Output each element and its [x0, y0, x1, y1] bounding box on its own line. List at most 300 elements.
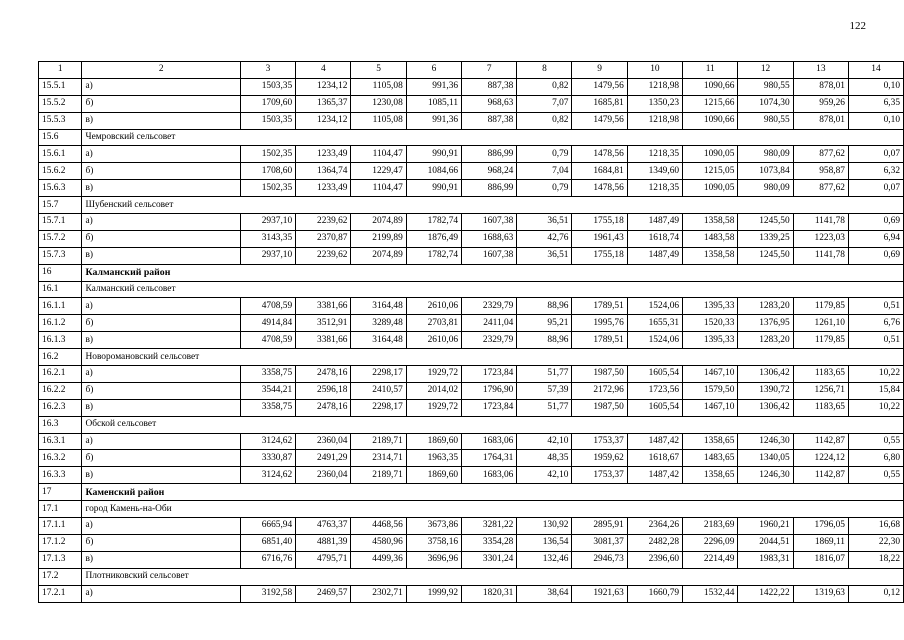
- row-code: 15.7.2: [39, 230, 82, 247]
- cell-col-14: 0,55: [848, 433, 903, 450]
- row-code: 15.7.1: [39, 214, 82, 231]
- row-variant: б): [82, 450, 240, 467]
- row-code: 15.7.3: [39, 247, 82, 264]
- cell-col-8: 88,96: [517, 332, 572, 349]
- column-header-2: 2: [82, 62, 240, 79]
- cell-col-9: 1478,56: [572, 146, 627, 163]
- row-code: 17.1.1: [39, 518, 82, 535]
- cell-col-10: 1487,49: [627, 214, 682, 231]
- row-code: 16.3.2: [39, 450, 82, 467]
- row-title: Чемровский сельсовет: [82, 129, 904, 146]
- row-code: 15.7: [39, 197, 82, 214]
- cell-col-10: 1350,23: [627, 95, 682, 112]
- section-row: [39, 264, 904, 281]
- cell-col-13: 1261,10: [793, 315, 848, 332]
- cell-col-10: 1660,79: [627, 585, 682, 602]
- column-header-12: 12: [738, 62, 793, 79]
- cell-col-14: 0,69: [848, 247, 903, 264]
- cell-col-9: 1479,56: [572, 78, 627, 95]
- cell-col-9: 1987,50: [572, 366, 627, 383]
- cell-col-8: 0,79: [517, 146, 572, 163]
- cell-col-12: 1339,25: [738, 230, 793, 247]
- cell-col-6: 3758,16: [406, 534, 461, 551]
- row-variant: а): [82, 518, 240, 535]
- cell-col-8: 42,76: [517, 230, 572, 247]
- cell-col-7: 2411,04: [462, 315, 517, 332]
- row-title: Каменский район: [82, 484, 904, 501]
- cell-col-4: 2478,16: [296, 399, 351, 416]
- cell-col-5: 4580,96: [351, 534, 406, 551]
- cell-col-7: 1683,06: [462, 433, 517, 450]
- cell-col-11: 1090,66: [683, 78, 738, 95]
- table-row: [39, 112, 904, 129]
- cell-col-13: 1224,12: [793, 450, 848, 467]
- row-code: 15.6.3: [39, 180, 82, 197]
- cell-col-8: 51,77: [517, 399, 572, 416]
- cell-col-3: 2937,10: [240, 247, 295, 264]
- row-code: 15.6: [39, 129, 82, 146]
- cell-col-6: 991,36: [406, 112, 461, 129]
- cell-col-3: 1502,35: [240, 180, 295, 197]
- cell-col-10: 1524,06: [627, 332, 682, 349]
- cell-col-3: 1709,60: [240, 95, 295, 112]
- column-header-7: 7: [462, 62, 517, 79]
- cell-col-12: 980,55: [738, 112, 793, 129]
- cell-col-9: 2946,73: [572, 551, 627, 568]
- row-variant: в): [82, 247, 240, 264]
- cell-col-3: 3124,62: [240, 433, 295, 450]
- cell-col-4: 2360,04: [296, 467, 351, 484]
- cell-col-11: 1520,33: [683, 315, 738, 332]
- row-code: 17: [39, 484, 82, 501]
- cell-col-12: 1246,30: [738, 433, 793, 450]
- cell-col-8: 95,21: [517, 315, 572, 332]
- cell-col-13: 1223,03: [793, 230, 848, 247]
- cell-col-10: 1218,98: [627, 78, 682, 95]
- cell-col-12: 1283,20: [738, 298, 793, 315]
- row-title: Новоромановский сельсовет: [82, 349, 904, 366]
- cell-col-9: 1789,51: [572, 298, 627, 315]
- table-row: [39, 585, 904, 602]
- row-code: 15.5.1: [39, 78, 82, 95]
- cell-col-13: 878,01: [793, 78, 848, 95]
- cell-col-9: 1479,56: [572, 112, 627, 129]
- cell-col-14: 6,32: [848, 163, 903, 180]
- cell-col-8: 7,04: [517, 163, 572, 180]
- cell-col-13: 878,01: [793, 112, 848, 129]
- row-variant: а): [82, 585, 240, 602]
- cell-col-5: 2302,71: [351, 585, 406, 602]
- cell-col-5: 2189,71: [351, 467, 406, 484]
- cell-col-7: 1723,84: [462, 399, 517, 416]
- cell-col-11: 1215,66: [683, 95, 738, 112]
- cell-col-13: 1179,85: [793, 332, 848, 349]
- cell-col-13: 1816,07: [793, 551, 848, 568]
- cell-col-14: 0,55: [848, 467, 903, 484]
- cell-col-3: 3330,87: [240, 450, 295, 467]
- cell-col-4: 4795,71: [296, 551, 351, 568]
- cell-col-12: 1376,95: [738, 315, 793, 332]
- row-code: 17.1.2: [39, 534, 82, 551]
- cell-col-5: 4499,36: [351, 551, 406, 568]
- row-variant: а): [82, 78, 240, 95]
- cell-col-11: 1358,65: [683, 467, 738, 484]
- cell-col-12: 980,55: [738, 78, 793, 95]
- cell-col-9: 1755,18: [572, 247, 627, 264]
- cell-col-14: 10,22: [848, 366, 903, 383]
- cell-col-10: 1218,98: [627, 112, 682, 129]
- row-title: Шубенский сельсовет: [82, 197, 904, 214]
- tariff-table: [38, 61, 904, 603]
- cell-col-4: 4763,37: [296, 518, 351, 535]
- cell-col-8: 7,07: [517, 95, 572, 112]
- cell-col-12: 1983,31: [738, 551, 793, 568]
- cell-col-14: 0,69: [848, 214, 903, 231]
- cell-col-14: 0,10: [848, 78, 903, 95]
- cell-col-12: 2044,51: [738, 534, 793, 551]
- row-title: Калманский район: [82, 264, 904, 281]
- cell-col-3: 3544,21: [240, 382, 295, 399]
- table-row: [39, 230, 904, 247]
- cell-col-7: 1683,06: [462, 467, 517, 484]
- cell-col-12: 1283,20: [738, 332, 793, 349]
- cell-col-9: 1684,81: [572, 163, 627, 180]
- cell-col-6: 1963,35: [406, 450, 461, 467]
- cell-col-6: 2014,02: [406, 382, 461, 399]
- group-row: [39, 129, 904, 146]
- table-row: [39, 467, 904, 484]
- cell-col-5: 2298,17: [351, 399, 406, 416]
- cell-col-11: 1467,10: [683, 399, 738, 416]
- cell-col-9: 1753,37: [572, 433, 627, 450]
- cell-col-3: 1503,35: [240, 78, 295, 95]
- cell-col-9: 1995,76: [572, 315, 627, 332]
- cell-col-3: 3124,62: [240, 467, 295, 484]
- cell-col-8: 0,82: [517, 78, 572, 95]
- cell-col-3: 3358,75: [240, 366, 295, 383]
- row-code: 16.3.1: [39, 433, 82, 450]
- cell-col-7: 3354,28: [462, 534, 517, 551]
- cell-col-10: 2482,28: [627, 534, 682, 551]
- table-row: [39, 146, 904, 163]
- cell-col-5: 3164,48: [351, 332, 406, 349]
- cell-col-5: 3164,48: [351, 298, 406, 315]
- cell-col-12: 1073,84: [738, 163, 793, 180]
- cell-col-4: 3381,66: [296, 298, 351, 315]
- cell-col-10: 1487,49: [627, 247, 682, 264]
- cell-col-5: 1229,47: [351, 163, 406, 180]
- header-row: [39, 62, 904, 79]
- cell-col-8: 36,51: [517, 247, 572, 264]
- cell-col-8: 0,82: [517, 112, 572, 129]
- cell-col-11: 1090,05: [683, 180, 738, 197]
- cell-col-14: 6,76: [848, 315, 903, 332]
- cell-col-5: 1104,47: [351, 180, 406, 197]
- table-row: [39, 382, 904, 399]
- cell-col-4: 4881,39: [296, 534, 351, 551]
- cell-col-14: 10,22: [848, 399, 903, 416]
- column-header-9: 9: [572, 62, 627, 79]
- table-row: [39, 366, 904, 383]
- cell-col-3: 4914,84: [240, 315, 295, 332]
- row-title: Обской сельсовет: [82, 416, 904, 433]
- cell-col-10: 2364,26: [627, 518, 682, 535]
- cell-col-8: 130,92: [517, 518, 572, 535]
- cell-col-8: 136,54: [517, 534, 572, 551]
- cell-col-12: 1306,42: [738, 366, 793, 383]
- row-code: 17.2: [39, 568, 82, 585]
- cell-col-11: 1395,33: [683, 332, 738, 349]
- table-row: [39, 163, 904, 180]
- cell-col-12: 1246,30: [738, 467, 793, 484]
- cell-col-5: 1105,08: [351, 112, 406, 129]
- cell-col-6: 1929,72: [406, 366, 461, 383]
- cell-col-10: 1218,35: [627, 180, 682, 197]
- row-title: город Камень-на-Оби: [82, 501, 904, 518]
- column-header-5: 5: [351, 62, 406, 79]
- column-number-header: [39, 62, 904, 79]
- cell-col-4: 2370,87: [296, 230, 351, 247]
- cell-col-14: 18,22: [848, 551, 903, 568]
- cell-col-3: 2937,10: [240, 214, 295, 231]
- group-row: [39, 349, 904, 366]
- cell-col-3: 6716,76: [240, 551, 295, 568]
- group-row: [39, 281, 904, 298]
- cell-col-7: 1723,84: [462, 366, 517, 383]
- cell-col-6: 1999,92: [406, 585, 461, 602]
- cell-col-6: 990,91: [406, 146, 461, 163]
- cell-col-9: 3081,37: [572, 534, 627, 551]
- cell-col-7: 1688,63: [462, 230, 517, 247]
- column-header-10: 10: [627, 62, 682, 79]
- column-header-14: 14: [848, 62, 903, 79]
- cell-col-11: 1090,66: [683, 112, 738, 129]
- cell-col-9: 1478,56: [572, 180, 627, 197]
- cell-col-13: 1179,85: [793, 298, 848, 315]
- table-row: [39, 78, 904, 95]
- cell-col-3: 6665,94: [240, 518, 295, 535]
- cell-col-10: 1218,35: [627, 146, 682, 163]
- cell-col-5: 2074,89: [351, 247, 406, 264]
- cell-col-5: 2189,71: [351, 433, 406, 450]
- cell-col-10: 1618,74: [627, 230, 682, 247]
- cell-col-7: 2329,79: [462, 298, 517, 315]
- cell-col-10: 1605,54: [627, 399, 682, 416]
- column-header-6: 6: [406, 62, 461, 79]
- row-code: 16.1.3: [39, 332, 82, 349]
- cell-col-8: 0,79: [517, 180, 572, 197]
- cell-col-6: 2703,81: [406, 315, 461, 332]
- table-row: [39, 534, 904, 551]
- row-code: 16.1: [39, 281, 82, 298]
- cell-col-6: 3696,96: [406, 551, 461, 568]
- cell-col-6: 1869,60: [406, 433, 461, 450]
- cell-col-4: 2491,29: [296, 450, 351, 467]
- cell-col-9: 1753,37: [572, 467, 627, 484]
- cell-col-3: 1503,35: [240, 112, 295, 129]
- cell-col-5: 2074,89: [351, 214, 406, 231]
- table-row: [39, 95, 904, 112]
- cell-col-4: 1234,12: [296, 112, 351, 129]
- cell-col-6: 1782,74: [406, 247, 461, 264]
- cell-col-13: 959,26: [793, 95, 848, 112]
- cell-col-3: 1708,60: [240, 163, 295, 180]
- cell-col-13: 1142,87: [793, 433, 848, 450]
- cell-col-12: 980,09: [738, 146, 793, 163]
- cell-col-4: 1365,37: [296, 95, 351, 112]
- group-row: [39, 197, 904, 214]
- row-code: 16.1.1: [39, 298, 82, 315]
- table-row: [39, 551, 904, 568]
- cell-col-10: 1524,06: [627, 298, 682, 315]
- table-row: [39, 247, 904, 264]
- cell-col-14: 15,84: [848, 382, 903, 399]
- cell-col-4: 3512,91: [296, 315, 351, 332]
- cell-col-14: 0,07: [848, 180, 903, 197]
- cell-col-13: 1183,65: [793, 399, 848, 416]
- cell-col-10: 1605,54: [627, 366, 682, 383]
- cell-col-5: 4468,56: [351, 518, 406, 535]
- row-code: 16.1.2: [39, 315, 82, 332]
- cell-col-9: 1921,63: [572, 585, 627, 602]
- cell-col-14: 0,07: [848, 146, 903, 163]
- table-row: [39, 332, 904, 349]
- cell-col-13: 1183,65: [793, 366, 848, 383]
- row-variant: а): [82, 146, 240, 163]
- cell-col-12: 1245,50: [738, 214, 793, 231]
- cell-col-8: 38,64: [517, 585, 572, 602]
- table-row: [39, 518, 904, 535]
- cell-col-6: 2610,06: [406, 298, 461, 315]
- cell-col-13: 877,62: [793, 146, 848, 163]
- cell-col-6: 1782,74: [406, 214, 461, 231]
- cell-col-9: 2895,91: [572, 518, 627, 535]
- row-variant: б): [82, 230, 240, 247]
- group-row: [39, 568, 904, 585]
- cell-col-7: 887,38: [462, 78, 517, 95]
- cell-col-14: 6,94: [848, 230, 903, 247]
- table-row: [39, 433, 904, 450]
- cell-col-11: 1532,44: [683, 585, 738, 602]
- cell-col-11: 1358,58: [683, 214, 738, 231]
- cell-col-12: 1960,21: [738, 518, 793, 535]
- row-code: 15.6.1: [39, 146, 82, 163]
- row-code: 15.5.3: [39, 112, 82, 129]
- cell-col-4: 1233,49: [296, 180, 351, 197]
- column-header-1: 1: [39, 62, 82, 79]
- column-header-11: 11: [683, 62, 738, 79]
- row-code: 15.6.2: [39, 163, 82, 180]
- cell-col-14: 0,12: [848, 585, 903, 602]
- cell-col-13: 958,87: [793, 163, 848, 180]
- cell-col-11: 1215,05: [683, 163, 738, 180]
- cell-col-12: 980,09: [738, 180, 793, 197]
- cell-col-4: 2596,18: [296, 382, 351, 399]
- cell-col-11: 1467,10: [683, 366, 738, 383]
- cell-col-7: 2329,79: [462, 332, 517, 349]
- group-row: [39, 501, 904, 518]
- cell-col-6: 2610,06: [406, 332, 461, 349]
- cell-col-13: 877,62: [793, 180, 848, 197]
- cell-col-4: 1233,49: [296, 146, 351, 163]
- cell-col-7: 886,99: [462, 180, 517, 197]
- cell-col-8: 36,51: [517, 214, 572, 231]
- column-header-3: 3: [240, 62, 295, 79]
- cell-col-5: 2298,17: [351, 366, 406, 383]
- row-variant: а): [82, 298, 240, 315]
- cell-col-13: 1319,63: [793, 585, 848, 602]
- row-variant: б): [82, 95, 240, 112]
- cell-col-11: 2183,69: [683, 518, 738, 535]
- cell-col-6: 3673,86: [406, 518, 461, 535]
- row-code: 16.2.1: [39, 366, 82, 383]
- cell-col-7: 1607,38: [462, 214, 517, 231]
- cell-col-10: 1723,56: [627, 382, 682, 399]
- cell-col-7: 1607,38: [462, 247, 517, 264]
- row-variant: в): [82, 180, 240, 197]
- row-variant: а): [82, 433, 240, 450]
- cell-col-7: 968,24: [462, 163, 517, 180]
- cell-col-3: 4708,59: [240, 298, 295, 315]
- row-variant: а): [82, 214, 240, 231]
- cell-col-8: 42,10: [517, 433, 572, 450]
- cell-col-11: 1358,65: [683, 433, 738, 450]
- table-row: [39, 298, 904, 315]
- cell-col-8: 57,39: [517, 382, 572, 399]
- cell-col-5: 3289,48: [351, 315, 406, 332]
- cell-col-10: 1655,31: [627, 315, 682, 332]
- cell-col-8: 51,77: [517, 366, 572, 383]
- page-number: 122: [849, 20, 866, 32]
- cell-col-11: 2296,09: [683, 534, 738, 551]
- cell-col-7: 886,99: [462, 146, 517, 163]
- cell-col-7: 968,63: [462, 95, 517, 112]
- row-code: 16.3: [39, 416, 82, 433]
- row-code: 15.5.2: [39, 95, 82, 112]
- cell-col-11: 1483,65: [683, 450, 738, 467]
- table-row: [39, 450, 904, 467]
- cell-col-11: 1395,33: [683, 298, 738, 315]
- cell-col-7: 1764,31: [462, 450, 517, 467]
- cell-col-11: 1358,58: [683, 247, 738, 264]
- cell-col-12: 1306,42: [738, 399, 793, 416]
- row-title: Плотниковский сельсовет: [82, 568, 904, 585]
- cell-col-9: 1685,81: [572, 95, 627, 112]
- cell-col-4: 2239,62: [296, 247, 351, 264]
- row-variant: б): [82, 382, 240, 399]
- cell-col-7: 1796,90: [462, 382, 517, 399]
- cell-col-6: 1085,11: [406, 95, 461, 112]
- cell-col-9: 2172,96: [572, 382, 627, 399]
- table-row: [39, 214, 904, 231]
- row-variant: в): [82, 399, 240, 416]
- cell-col-12: 1422,22: [738, 585, 793, 602]
- cell-col-3: 6851,40: [240, 534, 295, 551]
- cell-col-11: 2214,49: [683, 551, 738, 568]
- cell-col-8: 42,10: [517, 467, 572, 484]
- cell-col-14: 0,51: [848, 332, 903, 349]
- cell-col-5: 1105,08: [351, 78, 406, 95]
- cell-col-12: 1074,30: [738, 95, 793, 112]
- row-variant: а): [82, 366, 240, 383]
- cell-col-14: 6,35: [848, 95, 903, 112]
- cell-col-7: 887,38: [462, 112, 517, 129]
- cell-col-9: 1987,50: [572, 399, 627, 416]
- cell-col-6: 991,36: [406, 78, 461, 95]
- cell-col-4: 2478,16: [296, 366, 351, 383]
- row-code: 17.1: [39, 501, 82, 518]
- cell-col-14: 0,10: [848, 112, 903, 129]
